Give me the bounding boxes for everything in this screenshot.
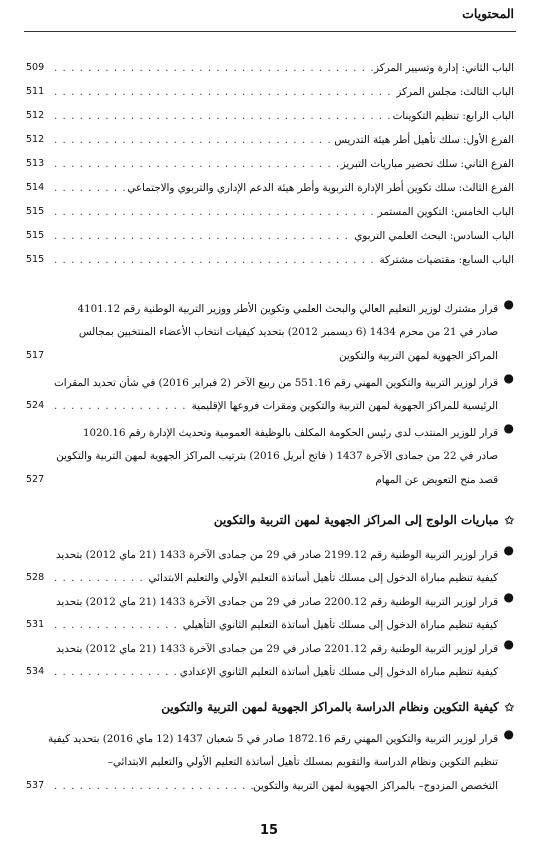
bullet-icon: ●: [503, 297, 514, 311]
running-header: المحتويات: [462, 6, 514, 21]
toc-bullet-entry[interactable]: ● قرار لوزير التربية والتكوين المهني رقم 551.16 من ربيع الآخر (2 فبراير 2016) في شأن تحديد المقرات الرئيسية للمراكز الجهوية لمهن التربية والتكوين ومقرات فروعها الإقليمية . . . 524: [26, 366, 514, 413]
page-number: 15: [259, 823, 279, 838]
toc-page-number: 537: [26, 779, 45, 791]
toc-page-number: 512: [26, 134, 45, 145]
toc-bullet-entry[interactable]: ● قرار لوزير التربية الوطنية رقم 2201.12 صادر في 29 من جمادى الآخرة 1433 (21 ماي 2012) بتحديد كيفية تنظيم مباراة الدخول إلى مسلك تأهيل أساتذة التعليم الثانوي الإعدادي . . . 534: [26, 632, 514, 679]
bullet-icon: ●: [503, 637, 514, 651]
toc-bullet-entry[interactable]: ● قرار لوزير التربية الوطنية رقم 2200.12 صادر في 29 من جمادى الآخرة 1433 (21 ماي 2012) بتحديد كيفية تنظيم مباراة الدخول إلى مسلك تأهيل أساتذة التعليم الثانوي التأهيلي . . . 531: [26, 585, 514, 632]
toc-page-number: 511: [26, 86, 45, 97]
section-heading: ✩ مباريات الولوج إلى المراكز الجهوية لمهن التربية والتكوين: [213, 513, 514, 527]
toc-bullet-entry[interactable]: ● قرار مشترك لوزير التعليم العالي والبحث العلمي وتكوين الأطر ووزير التربية الوطنية رقم 4101.12 صادر في 21 من محرم 1434 (6 ديسمبر 2012) بتحديد كيفيات انتخاب الأعضاء المنتخبين بمجالس المراكز الجهوية لمهن التربية والتكوين 517: [26, 297, 514, 362]
bullet-icon: ●: [503, 727, 514, 741]
toc-page-number: 527: [26, 473, 45, 485]
bullet-icon: ●: [503, 590, 514, 604]
toc-entry[interactable]: الباب الرابع: تنظيم التكوينات . . . 512: [26, 99, 514, 123]
toc-entry[interactable]: الفرع الأول: سلك تأهيل أطر هيئة التدريس . . . 512: [26, 123, 514, 147]
toc-bullet-entry[interactable]: ● قرار لوزير التربية والتكوين المهني رقم 1872.16 صادر في 5 شعبان 1437 (12 ماي 2016) بتحديد كيفية تنظيم التكوين ونظام الدراسة والتقويم بمسلك تأهيل أساتذة التعليم الأولي والتعليم الابتدائي– التخصص المزدوج– بالمراكز الجهوية لمهن التربية والتكوين . . . 537: [26, 722, 514, 793]
toc-entry[interactable]: الباب الخامس: التكوين المستمر . . . 515: [26, 195, 514, 219]
toc-page-number: 514: [26, 182, 45, 193]
toc-page-number: 524: [26, 400, 45, 411]
toc-entry[interactable]: الباب الثاني: إدارة وتسيير المركز . . . 509: [26, 51, 514, 75]
toc-list: [26, 51, 514, 267]
toc-page-number: 515: [26, 206, 45, 217]
header-rule: [24, 31, 516, 32]
toc-page-number: 517: [26, 349, 45, 361]
bullet-icon: ●: [503, 421, 514, 435]
toc-bullet-entry[interactable]: ● قرار لوزير التربية الوطنية رقم 2199.12 صادر في 29 من جمادى الآخرة 1433 (21 ماي 2012) بتحديد كيفية تنظيم مباراة الدخول إلى مسلك تأهيل أساتذة التعليم الأولي والتعليم الابتدائي . . . 528: [26, 538, 514, 585]
toc-entry[interactable]: الفرع الثاني: سلك تحضير مباريات التبريز . . . 513: [26, 147, 514, 171]
toc-page-number: 513: [26, 158, 45, 169]
star-icon: ✩: [504, 513, 514, 527]
toc-entry[interactable]: الفرع الثالث: سلك تكوين أطر الإدارة التربوية وأطر هيئة الدعم الإداري والتربوي والاجتماعي . . . 514: [26, 171, 514, 195]
toc-page-number: 509: [26, 62, 45, 73]
toc-page-number: 512: [26, 110, 45, 121]
star-icon: ✩: [504, 700, 514, 714]
bullet-icon: ●: [503, 371, 514, 385]
bullet-icon: ●: [503, 543, 514, 557]
toc-page-number: 515: [26, 230, 45, 241]
toc-entry[interactable]: الباب السادس: البحث العلمي التربوي . . . 515: [26, 219, 514, 243]
toc-page-number: 528: [26, 572, 45, 583]
toc-page-number: 534: [26, 666, 45, 677]
toc-page-number: 531: [26, 619, 45, 630]
toc-entry[interactable]: الباب الثالث: مجلس المركز . . . 511: [26, 75, 514, 99]
toc-page-number: 515: [26, 254, 45, 265]
section-heading: ✩ كيفية التكوين ونظام الدراسة بالمراكز الجهوية لمهن التربية والتكوين: [161, 700, 514, 714]
toc-bullet-entry[interactable]: ● قرار للوزير المنتدب لدى رئيس الحكومة المكلف بالوظيفة العمومية وتحديث الإدارة رقم 1020.16 صادر في 22 من جمادى الآخرة 1437 ( فاتح أبريل 2016) بترتيب المراكز الجهوية لمهن التربية والتكوين قصد منح التعويض عن المهام 527: [26, 421, 514, 486]
toc-entry[interactable]: الباب السابع: مقتضيات مشتركة . . . 515: [26, 243, 514, 267]
